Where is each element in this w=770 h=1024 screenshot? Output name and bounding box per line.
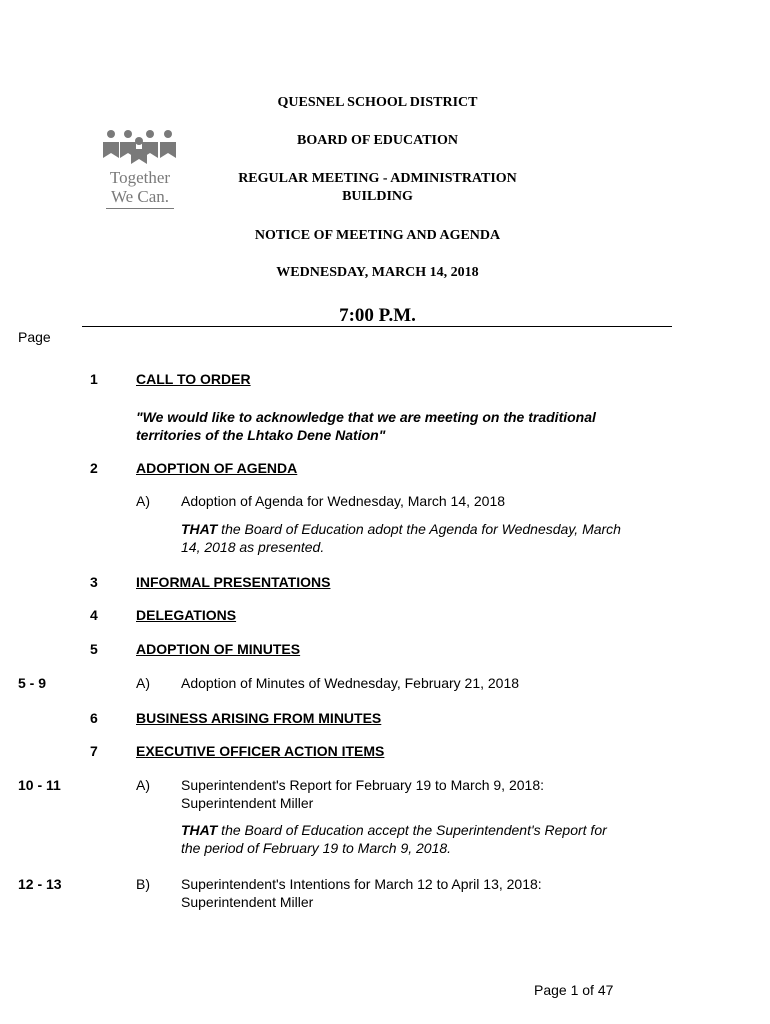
section-7a-pages: 10 - 11: [18, 777, 61, 793]
land-acknowledgement-line2: territories of the Lhtako Dene Nation": [136, 427, 386, 443]
section-4-number: 4: [90, 607, 98, 623]
header-divider: [82, 326, 672, 327]
section-6-title: BUSINESS ARISING FROM MINUTES: [136, 710, 382, 726]
section-7b-letter: B): [136, 876, 150, 892]
motion-that: THAT: [181, 822, 218, 838]
meeting-time: 7:00 P.M.: [339, 305, 416, 326]
logo-underline: [106, 208, 174, 209]
section-3-title: INFORMAL PRESENTATIONS: [136, 574, 331, 590]
section-1-title: CALL TO ORDER: [136, 371, 251, 387]
section-7a-motion-line2: the period of February 19 to March 9, 2018.: [181, 840, 452, 856]
section-5a-pages: 5 - 9: [18, 675, 47, 691]
section-2-title: ADOPTION OF AGENDA: [136, 460, 298, 476]
meeting-type-line2: BUILDING: [342, 189, 413, 204]
section-7b-pages: 12 - 13: [18, 876, 62, 892]
section-5a-letter: A): [136, 675, 150, 691]
section-7a-line1: Superintendent's Report for February 19 to March 9, 2018:: [181, 777, 544, 793]
people-icon: [100, 128, 180, 168]
section-2a-motion-line1: [181, 520, 621, 538]
page-column-label: Page: [18, 329, 51, 345]
section-7-title: EXECUTIVE OFFICER ACTION ITEMS: [136, 743, 385, 759]
section-2-number: 2: [90, 460, 98, 476]
motion-that: THAT: [181, 521, 218, 537]
section-2a-text: Adoption of Agenda for Wednesday, March 14, 2018: [181, 493, 506, 509]
section-4-title: DELEGATIONS: [136, 607, 237, 623]
section-5a-text: Adoption of Minutes of Wednesday, February 21, 2018: [181, 675, 520, 691]
meeting-date: WEDNESDAY, MARCH 14, 2018: [276, 265, 479, 280]
section-7b-line2: Superintendent Miller: [181, 894, 314, 910]
district-logo: [100, 128, 180, 212]
motion-text: the Board of Education adopt the Agenda for Wednesday, March: [217, 521, 621, 537]
meeting-type-line1: REGULAR MEETING - ADMINISTRATION: [238, 171, 517, 186]
section-7a-motion-line1: [181, 821, 607, 839]
page-number: Page 1 of 47: [534, 982, 614, 998]
section-7b-line1: Superintendent's Intentions for March 12 to April 13, 2018:: [181, 876, 542, 892]
section-7-number: 7: [90, 743, 98, 759]
section-3-number: 3: [90, 574, 98, 590]
section-7a-line2: Superintendent Miller: [181, 795, 314, 811]
logo-text-line1: Together: [109, 168, 171, 187]
section-2a-motion-line2: 14, 2018 as presented.: [181, 539, 325, 555]
section-7a-letter: A): [136, 777, 150, 793]
section-5-title: ADOPTION OF MINUTES: [136, 641, 301, 657]
logo-text-line2: We Can.: [110, 187, 170, 206]
motion-text: the Board of Education accept the Superintendent's Report for: [217, 822, 607, 838]
section-1-number: 1: [90, 371, 98, 387]
section-6-number: 6: [90, 710, 98, 726]
land-acknowledgement-line1: "We would like to acknowledge that we are meeting on the traditional: [136, 409, 596, 425]
notice-title: NOTICE OF MEETING AND AGENDA: [254, 228, 501, 243]
section-5-number: 5: [90, 641, 98, 657]
section-2a-letter: A): [136, 493, 150, 509]
board-name: BOARD OF EDUCATION: [296, 133, 458, 148]
district-name: QUESNEL SCHOOL DISTRICT: [277, 95, 478, 110]
